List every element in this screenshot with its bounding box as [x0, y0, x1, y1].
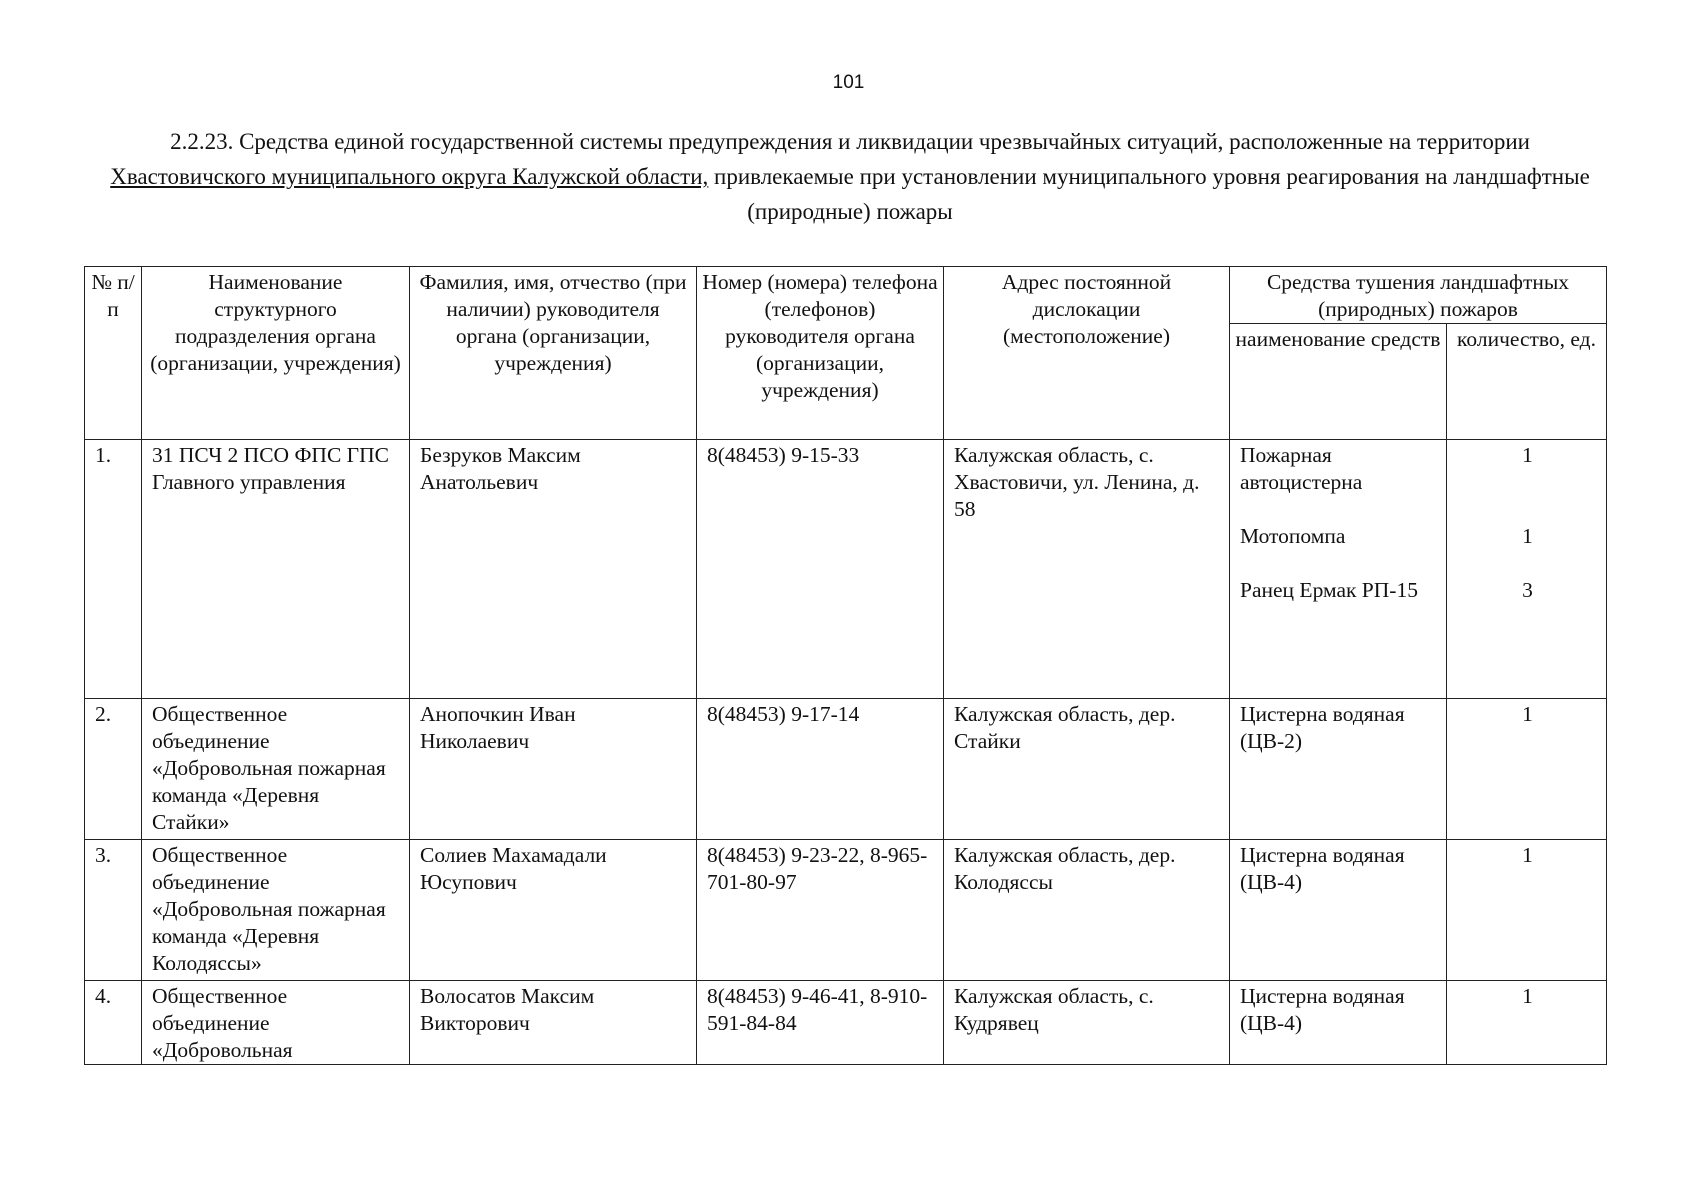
header-address: Адрес постоянной дислокации (местоположение)	[944, 267, 1230, 440]
table-row	[85, 699, 1607, 840]
cell-phone: 8(48453) 9-23-22, 8-965-701-80-97	[697, 840, 944, 981]
cell-address: Калужская область, с. Кудрявец	[944, 981, 1230, 1065]
equipment-name: Мотопомпа	[1240, 524, 1346, 548]
cell-means-qty	[1447, 840, 1607, 981]
header-num: № п/п	[85, 267, 142, 440]
cell-means-qty	[1447, 699, 1607, 840]
equipment-qty: 3	[1522, 578, 1533, 602]
table-body	[85, 440, 1607, 1065]
header-phone: Номер (номера) телефона (телефонов) руководителя органа (организации, учреждения)	[697, 267, 944, 440]
cell-means-qty	[1447, 981, 1607, 1065]
equipment-name: Цистерна водяная (ЦВ-2)	[1240, 702, 1405, 753]
cell-means-name	[1230, 840, 1447, 981]
title-part-1: 2.2.23. Средства единой государственной системы предупреждения и ликвидации чрезвычайных ситуаций, расположенные на территории	[170, 129, 1530, 154]
cell-org: Общественное объединение «Добровольная	[142, 981, 410, 1065]
cell-head: Анопочкин Иван Николаевич	[410, 699, 697, 840]
cell-means-name	[1230, 440, 1447, 699]
cell-org: Общественное объединение «Добровольная пожарная команда «Деревня Стайки»	[142, 699, 410, 840]
cell-phone: 8(48453) 9-46-41, 8-910-591-84-84	[697, 981, 944, 1065]
document-title	[100, 124, 1600, 229]
cell-phone: 8(48453) 9-15-33	[697, 440, 944, 699]
equipment-name: Ранец Ермак РП-15	[1240, 578, 1418, 602]
header-means-name: наименование средств	[1230, 324, 1447, 440]
equipment-name: Пожарная автоцистерна	[1240, 443, 1363, 494]
table-row	[85, 840, 1607, 981]
cell-head: Волосатов Максим Викторович	[410, 981, 697, 1065]
table-row	[85, 440, 1607, 699]
cell-address: Калужская область, с. Хвастовичи, ул. Ленина, д. 58	[944, 440, 1230, 699]
table-row	[85, 981, 1607, 1065]
equipment-name: Цистерна водяная (ЦВ-4)	[1240, 843, 1405, 894]
cell-org: 31 ПСЧ 2 ПСО ФПС ГПС Главного управления	[142, 440, 410, 699]
title-underlined: Хвастовичского муниципального округа Калужской области,	[110, 164, 709, 189]
cell-means-qty	[1447, 440, 1607, 699]
equipment-qty: 1	[1522, 524, 1533, 548]
equipment-qty: 1	[1522, 702, 1533, 726]
cell-num: 4.	[85, 981, 142, 1065]
cell-num: 2.	[85, 699, 142, 840]
resources-table	[84, 266, 1607, 1065]
header-means-qty: количество, ед.	[1447, 324, 1607, 440]
header-head: Фамилия, имя, отчество (при наличии) руководителя органа (организации, учреждения)	[410, 267, 697, 440]
cell-head: Безруков Максим Анатольевич	[410, 440, 697, 699]
equipment-name: Цистерна водяная (ЦВ-4)	[1240, 984, 1405, 1035]
equipment-qty: 1	[1522, 443, 1533, 467]
header-means-group: Средства тушения ландшафтных (природных) пожаров	[1230, 267, 1607, 324]
cell-num: 1.	[85, 440, 142, 699]
cell-address: Калужская область, дер. Стайки	[944, 699, 1230, 840]
title-part-2: привлекаемые при установлении муниципального уровня реагирования на ландшафтные (природные) пожары	[708, 164, 1590, 224]
cell-org: Общественное объединение «Добровольная пожарная команда «Деревня Колодяссы»	[142, 840, 410, 981]
cell-num: 3.	[85, 840, 142, 981]
equipment-qty: 1	[1522, 984, 1533, 1008]
cell-head: Солиев Махамадали Юсупович	[410, 840, 697, 981]
cell-means-name	[1230, 699, 1447, 840]
cell-address: Калужская область, дер. Колодяссы	[944, 840, 1230, 981]
cell-means-name	[1230, 981, 1447, 1065]
equipment-qty: 1	[1522, 843, 1533, 867]
header-org: Наименование структурного подразделения органа (организации, учреждения)	[142, 267, 410, 440]
cell-phone: 8(48453) 9-17-14	[697, 699, 944, 840]
page-number: 101	[832, 72, 865, 93]
